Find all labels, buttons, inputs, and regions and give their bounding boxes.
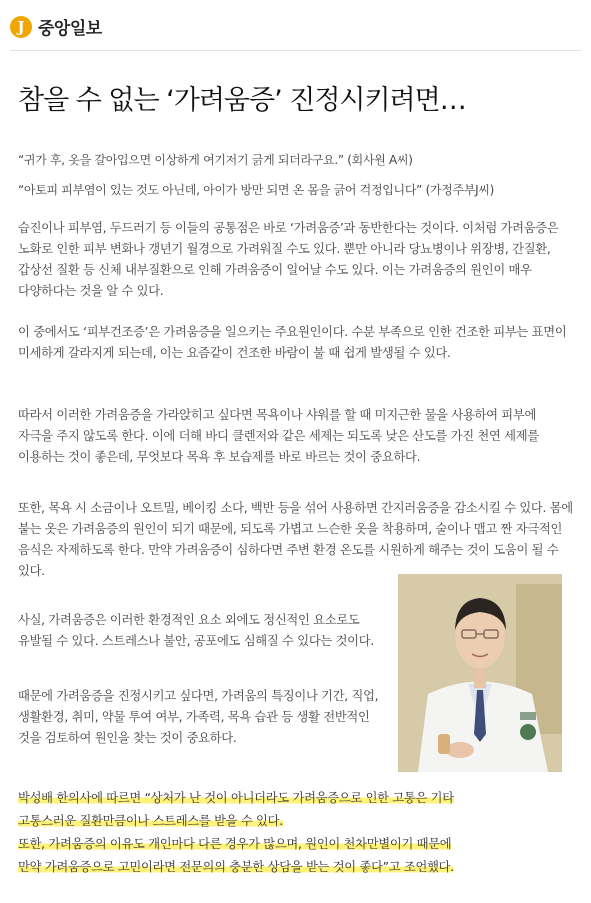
article-paragraph-4: 또한, 목욕 시 소금이나 오트밀, 베이킹 소다, 백반 등을 섞어 사용하면 간지러움증을 감소시킬 수 있다. 몸에 붙는 옷은 가려움증의 원인이 되기 때문에, 되도록 가볍고 느슨한 옷을 착용하며, 술이나 맵고 짠 자극적인 음식은 자제하도록 한다. 만약 가려움증이 심하다면 주변 환경 온도를 시원하게 해주는 것이 도움이 될 수 있다. [18, 501, 573, 578]
article-headline: 참을 수 없는 ‘가려움증’ 진정시키려면… [18, 85, 466, 116]
highlighted-quote-block [18, 787, 578, 879]
logo-mark-icon: J [10, 16, 32, 38]
article-quote-2: “아토피 피부염이 있는 것도 아닌데, 아이가 방만 되면 온 몸을 긁어 걱정입니다” (가정주부J씨) [18, 183, 495, 197]
article-paragraph-3: 따라서 이러한 가려움증을 가라앉히고 싶다면 목욕이나 샤워를 할 때 미지근한 물을 사용하여 피부에 자극을 주지 않도록 한다. 이에 더해 바디 클렌저와 같은 세제는 되도록 낮은 산도를 가진 천연 세제를 이용하는 것이 좋은데, 무엇보다 목욕 후 보습제를 바로 바르는 것이 중요하다. [18, 408, 539, 464]
article-paragraph-1: 습진이나 피부염, 두드러기 등 이들의 공통점은 바로 ‘가려움증’과 동반한다는 것이다. 이처럼 가려움증은 노화로 인한 피부 변화나 갱년기 월경으로 가려워질 수도 있다. 뿐만 아니라 당뇨병이나 위장병, 간질환, 갑상선 질환 등 신체 내부질환으로 인해 가려움증이 일어날 수도 있다. 이는 가려움증의 원인이 매우 다양하다는 것을 알 수 있다. [18, 221, 559, 298]
highlighted-line-4: 만약 가려움증으로 고민이라면 전문의의 충분한 상담을 받는 것이 좋다”고 조언했다. [18, 860, 454, 874]
article-paragraph-6: 때문에 가려움증을 진정시키고 싶다면, 가려움의 특징이나 기간, 직업, 생활환경, 취미, 약물 투여 여부, 가족력, 목욕 습관 등 생활 전반적인 것을 검토하여 원인을 찾는 것이 중요하다. [18, 689, 379, 745]
doctor-portrait-illustration [398, 574, 562, 772]
highlighted-line-3: 또한, 가려움증의 이유도 개인마다 다른 경우가 많으며, 원인이 천차만별이기 때문에 [18, 837, 452, 851]
doctor-photo [398, 574, 562, 772]
highlighted-line-2: 고통스러운 질환만큼이나 스트레스를 받을 수 있다. [18, 814, 283, 828]
site-logo[interactable] [10, 14, 102, 39]
article-paragraph-2: 이 중에서도 ‘피부건조증’은 가려움증을 일으키는 주요원인이다. 수분 부족으로 인한 건조한 피부는 표면이 미세하게 갈라지게 되는데, 이는 요즘같이 건조한 바람이 불 때 쉽게 발생될 수 있다. [18, 325, 567, 360]
logo-text: 중앙일보 [38, 19, 102, 39]
article-paragraph-5: 사실, 가려움증은 이러한 환경적인 요소 외에도 정신적인 요소로도 유발될 수 있다. 스트레스나 불안, 공포에도 심해질 수 있다는 것이다. [18, 613, 374, 648]
header-divider [10, 50, 581, 51]
highlighted-line-1: 박성배 한의사에 따르면 “상처가 난 것이 아니더라도 가려움증으로 인한 고통은 기타 [18, 791, 454, 805]
article-quote-1: “귀가 후, 옷을 갈아입으면 이상하게 여기저기 긁게 되더라구요.” (회사원 A씨) [18, 153, 413, 167]
